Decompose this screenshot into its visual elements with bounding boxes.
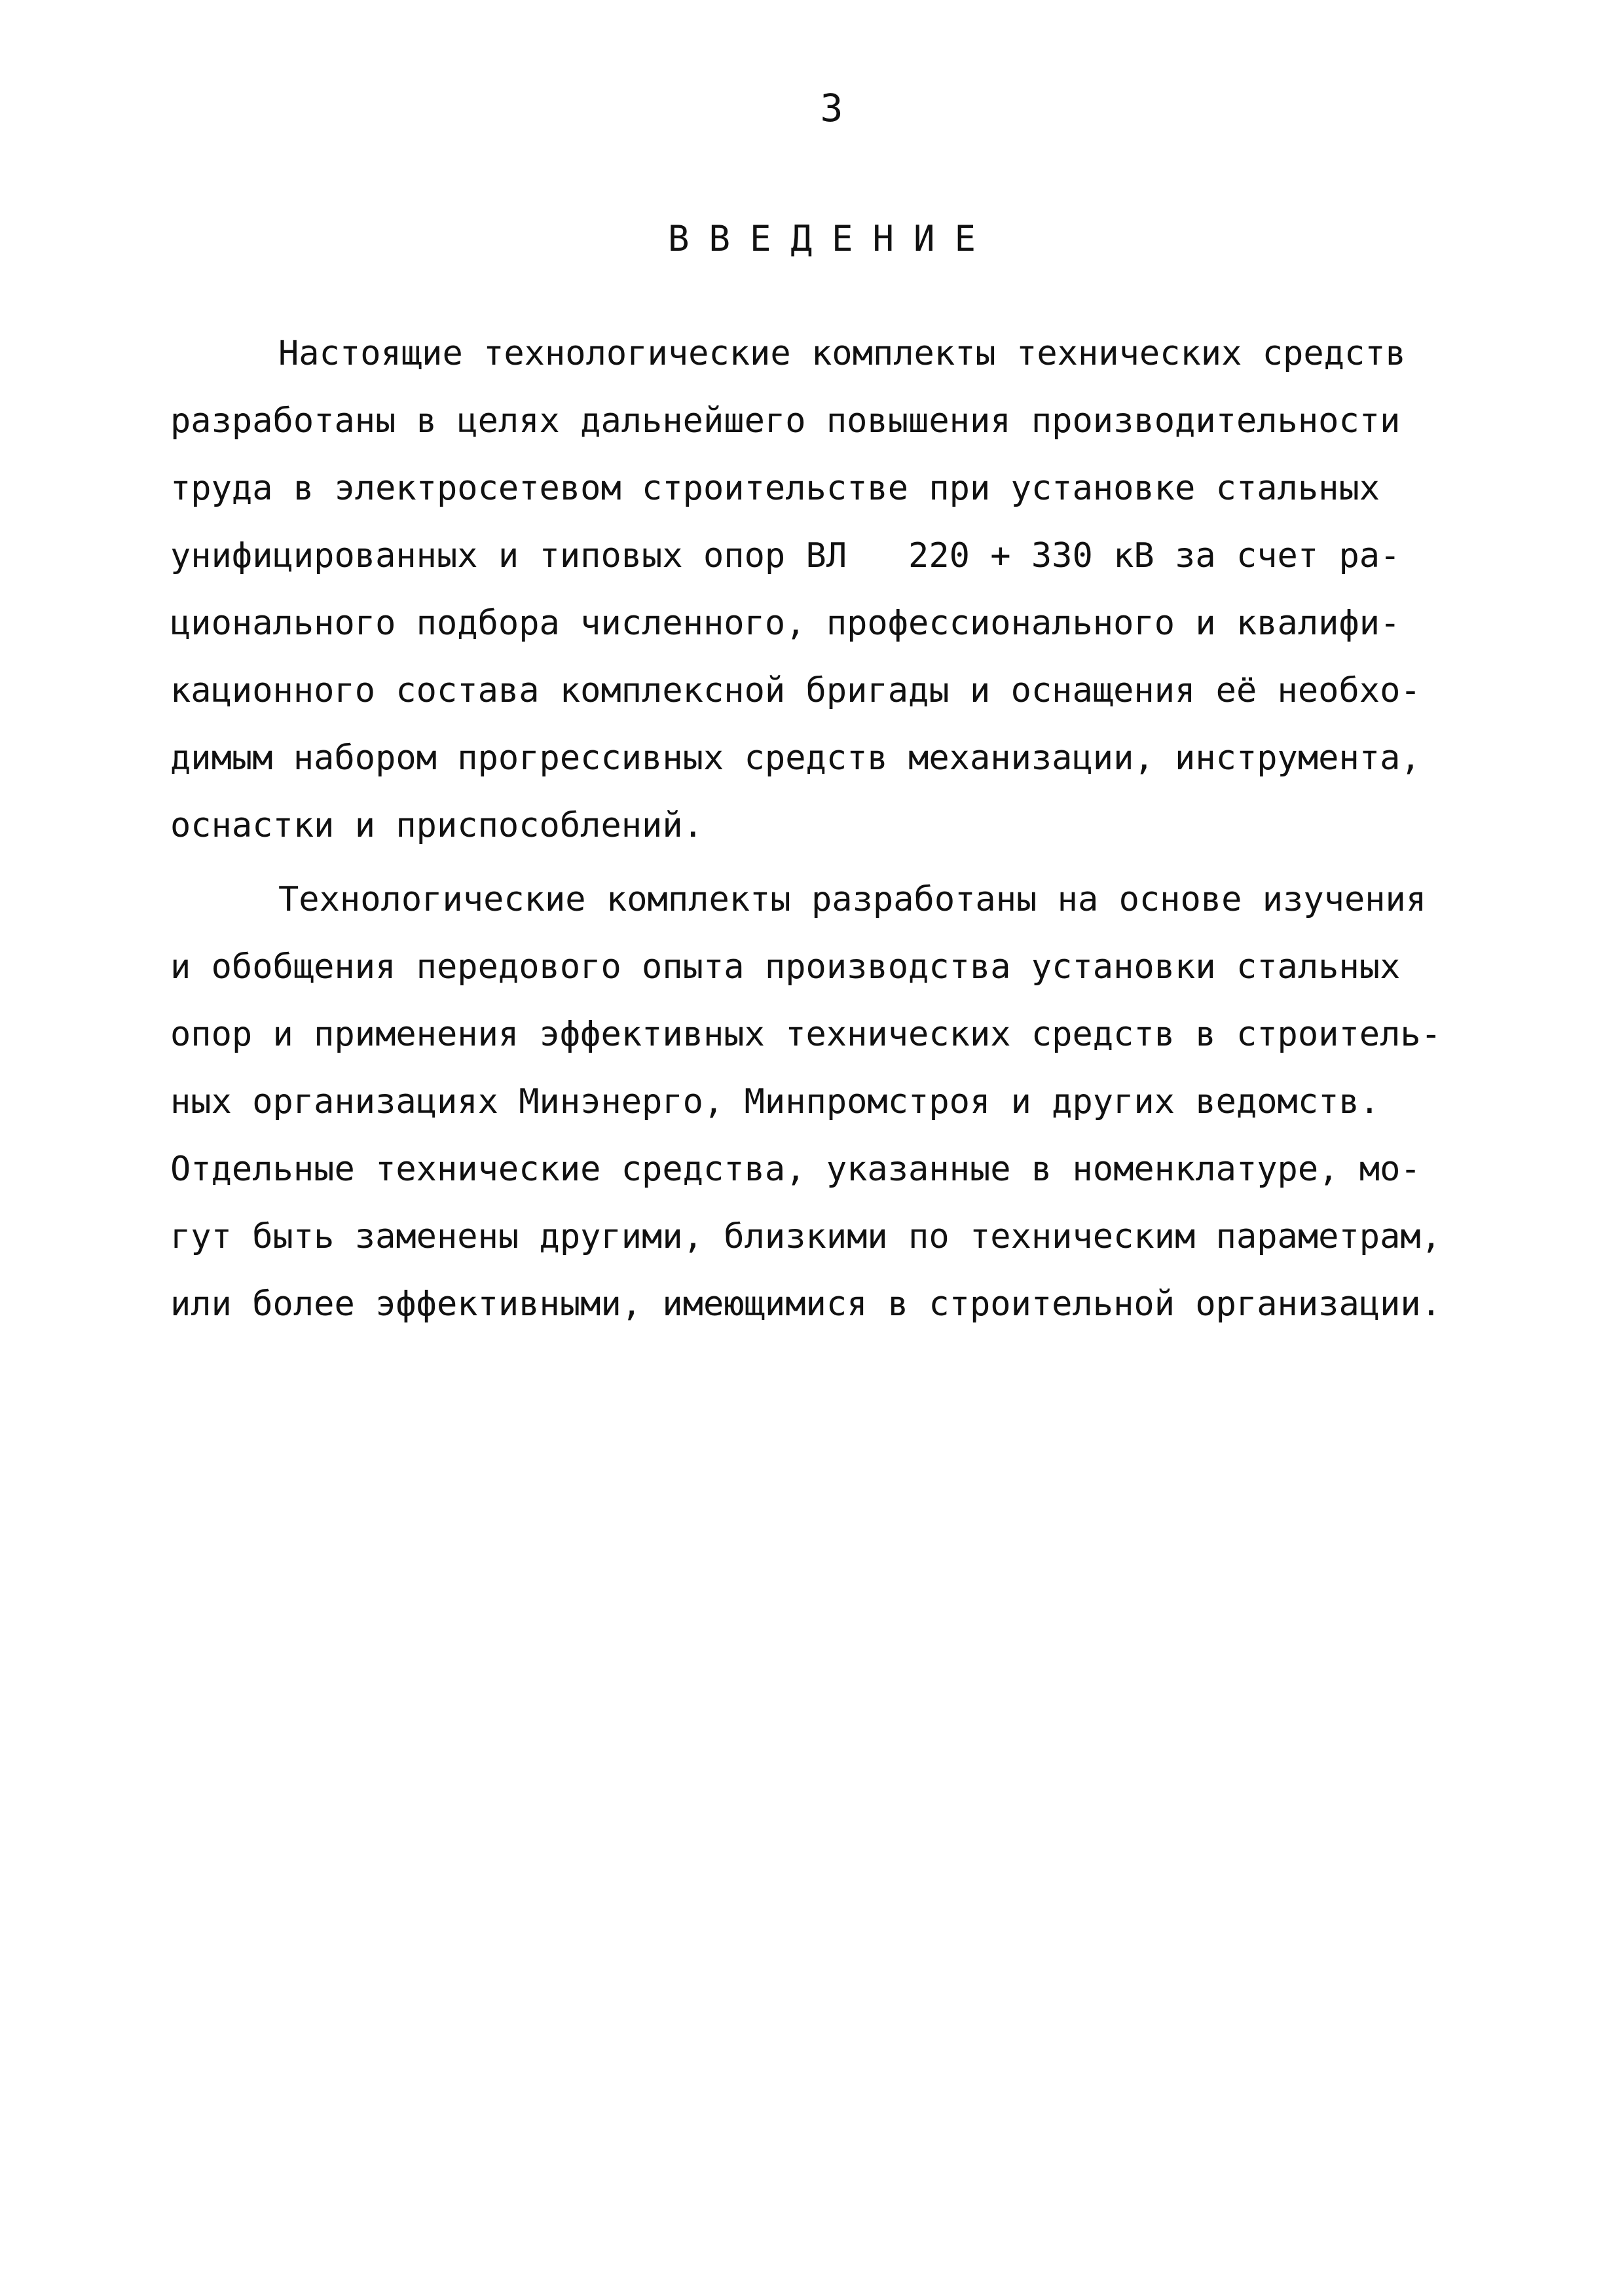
paragraph-line: димым набором прогрессивных средств механизации, инструмента, [170,738,1421,778]
paragraph-line: ционального подбора численного, профессионального и квалифи- [170,604,1401,643]
paragraph-line: унифицированных и типовых опор ВЛ 220 + 330 кВ за счет ра- [170,536,1401,575]
paragraph-line: оснастки и приспособлений. [170,806,703,845]
paragraph-line: гут быть заменены другими, близкими по техническим параметрам, [170,1217,1442,1256]
paragraph-line: и обобщения передового опыта производства установки стальных [170,947,1401,987]
paragraph-line: Настоящие технологические комплекты технических средств [278,334,1406,373]
paragraph-line: Отдельные технические средства, указанные в номенклатуре, мо- [170,1150,1421,1189]
section-heading: ВВЕДЕНИЕ [667,218,996,259]
page-number: 3 [820,86,843,130]
paragraph-line: Технологические комплекты разработаны на основе изучения [278,880,1427,919]
paragraph-line: кационного состава комплексной бригады и оснащения её необхо- [170,671,1421,710]
paragraph-line: ных организациях Минэнерго, Минпромстроя и других ведомств. [170,1082,1380,1121]
paragraph-line: или более эффективными, имеющимися в строительной организации. [170,1285,1442,1324]
paragraph-line: труда в электросетевом строительстве при установке стальных [170,469,1380,508]
paragraph-line: опор и применения эффективных технических средств в строитель- [170,1015,1442,1054]
paragraph-line: разработаны в целях дальнейшего повышения производительности [170,401,1401,441]
